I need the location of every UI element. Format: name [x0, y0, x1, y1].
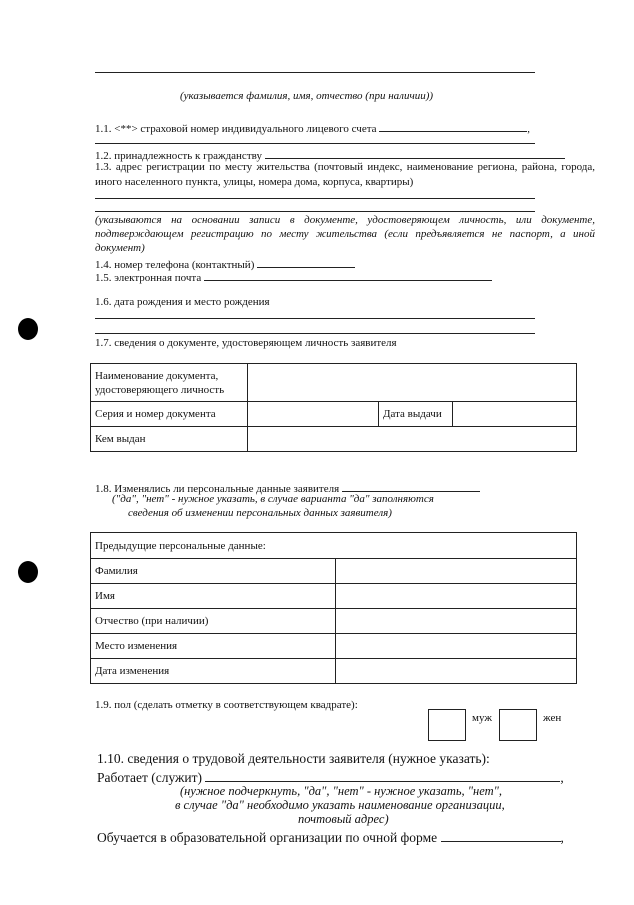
works-note-2: в случае "да" необходимо указать наименование организации,	[175, 798, 505, 812]
snils-extra-line	[95, 143, 535, 144]
phone-field[interactable]	[257, 256, 355, 268]
gender-label: 1.9. пол (сделать отметку в соответствующем квадрате):	[95, 699, 358, 711]
works-label: Работает (служит)	[97, 770, 203, 785]
snils-comma: ,	[527, 123, 531, 135]
prev-surname-label: Фамилия	[91, 559, 336, 584]
citizenship-label: 1.2. принадлежность к гражданству	[95, 150, 262, 162]
snils-field[interactable]	[379, 120, 527, 132]
pd-changed-label: 1.8. Изменялись ли персональные данные заявителя	[95, 483, 340, 495]
punch-hole-top	[18, 318, 38, 340]
snils-label: 1.1. <**> страховой номер индивидуального лицевого счета	[95, 123, 377, 135]
change-place-label: Место изменения	[91, 634, 336, 659]
issued-by-label: Кем выдан	[91, 427, 248, 452]
issue-date-cell[interactable]	[453, 402, 577, 427]
prev-patronymic-cell[interactable]	[336, 609, 577, 634]
series-number-label: Серия и номер документа	[91, 402, 248, 427]
works-note-1: (нужное подчеркнуть, "да", "нет" - нужное указать, "нет",	[180, 784, 503, 798]
pd-changed-note-2: сведения об изменении персональных данных заявителя)	[128, 507, 392, 519]
issue-date-label: Дата выдачи	[379, 402, 453, 427]
prev-name-cell[interactable]	[336, 584, 577, 609]
email-label: 1.5. электронная почта	[95, 272, 202, 284]
doc-name-cell[interactable]	[248, 364, 577, 402]
studies-comma: ,	[560, 830, 564, 845]
previous-pd-table	[90, 532, 577, 684]
snils-row	[95, 120, 530, 135]
doc-name-label: Наименование документа, удостоверяющего личность	[91, 364, 248, 402]
fio-caption: (указывается фамилия, имя, отчество (при наличии))	[180, 90, 434, 102]
series-number-cell[interactable]	[248, 402, 379, 427]
fio-line	[95, 72, 535, 73]
address-line-2[interactable]	[95, 211, 535, 212]
female-label: жен	[543, 712, 562, 724]
change-date-cell[interactable]	[336, 659, 577, 684]
citizenship-field[interactable]	[265, 147, 565, 159]
works-comma: ,	[560, 770, 564, 785]
employment-label: 1.10. сведения о трудовой деятельности заявителя (нужное указать):	[97, 751, 490, 766]
issued-by-cell[interactable]	[248, 427, 577, 452]
pd-changed-note-1: ("да", "нет" - нужное указать, в случае варианта "да" заполняются	[112, 493, 434, 505]
studies-field[interactable]	[441, 828, 561, 842]
change-date-label: Дата изменения	[91, 659, 336, 684]
punch-hole-bottom	[18, 561, 38, 583]
id-doc-table	[90, 363, 577, 452]
birth-line-1[interactable]	[95, 318, 535, 319]
birth-label: 1.6. дата рождения и место рождения	[95, 296, 270, 308]
email-field[interactable]	[204, 269, 492, 281]
address-line-1[interactable]	[95, 198, 535, 199]
id-doc-label: 1.7. сведения о документе, удостоверяющем личность заявителя	[95, 337, 397, 349]
male-checkbox[interactable]	[428, 709, 466, 741]
studies-label: Обучается в образовательной организации по очной форме	[97, 830, 438, 845]
address-note: (указываются на основании записи в документе, удостоверяющем личность, или документе, подтверждающем регистрацию по месту жительства (если предъявляется не паспорт, а иной документ)	[95, 214, 595, 254]
previous-pd-header: Предыдущие персональные данные:	[91, 533, 577, 559]
email-row	[95, 269, 492, 284]
pd-changed-field[interactable]	[342, 480, 480, 492]
studies-row	[97, 828, 564, 846]
address-label: 1.3. адрес регистрации по месту жительства (почтовый индекс, наименование региона, района, города, иного населенного пункта, улицы, номера дома, корпуса, квартиры)	[95, 161, 595, 188]
prev-name-label: Имя	[91, 584, 336, 609]
birth-line-2[interactable]	[95, 333, 535, 334]
prev-patronymic-label: Отчество (при наличии)	[91, 609, 336, 634]
prev-surname-cell[interactable]	[336, 559, 577, 584]
male-label: муж	[472, 712, 492, 724]
works-field[interactable]	[205, 768, 560, 782]
change-place-cell[interactable]	[336, 634, 577, 659]
works-note-3: почтовый адрес)	[298, 812, 389, 826]
female-checkbox[interactable]	[499, 709, 537, 741]
phone-label: 1.4. номер телефона (контактный)	[95, 259, 255, 271]
